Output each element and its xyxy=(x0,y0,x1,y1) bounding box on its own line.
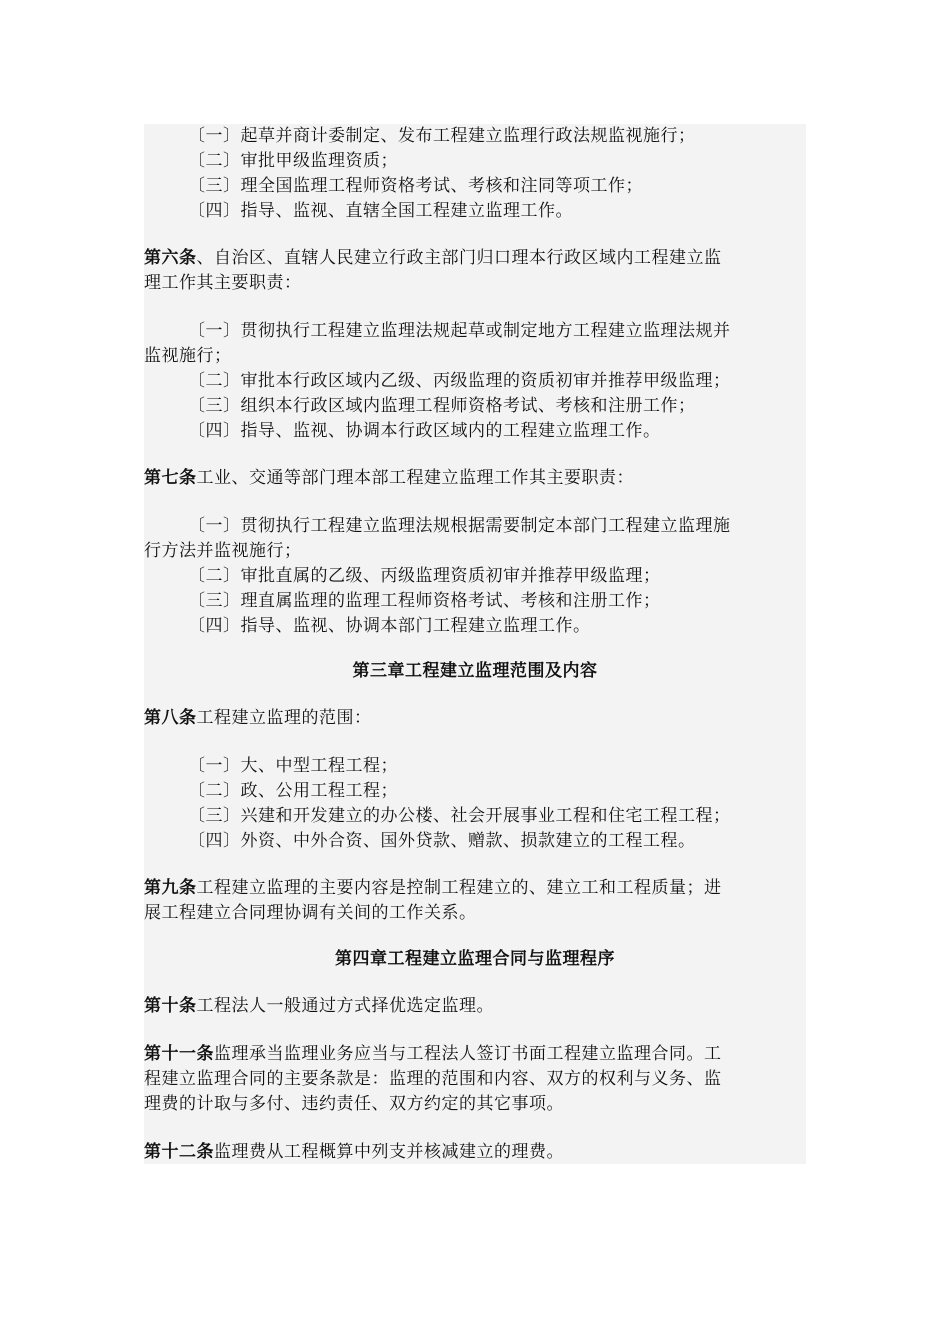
art10-line xyxy=(144,994,494,1019)
art9-line2: 展工程建立合同理协调有关间的工作关系。 xyxy=(144,903,477,923)
document-page xyxy=(144,124,806,1164)
art10-label: 第十条 xyxy=(144,996,197,1016)
art6-line2: 理工作其主要职责： xyxy=(144,273,302,293)
art8-label: 第八条 xyxy=(144,708,197,728)
art5-item-2: 〔二〕审批甲级监理资质； xyxy=(188,151,398,171)
art5-item-3: 〔三〕理全国监理工程师资格考试、考核和注同等项工作； xyxy=(188,176,643,196)
chapter-3-heading: 第三章工程建立监理范围及内容 xyxy=(352,661,598,681)
art12-text: 监理费从工程概算中列支并核减建立的理费。 xyxy=(214,1142,564,1162)
art7-label: 第七条 xyxy=(144,468,197,488)
art7-line xyxy=(144,466,634,491)
chapter-4-heading: 第四章工程建立监理合同与监理程序 xyxy=(335,949,615,969)
art9-line1 xyxy=(144,876,722,901)
art7-item-2: 〔二〕审批直属的乙级、丙级监理资质初审并推荐甲级监理； xyxy=(188,566,661,586)
art6-item-4: 〔四〕指导、监视、协调本行政区域内的工程建立监理工作。 xyxy=(188,421,661,441)
art7-item-1-cont: 行方法并监视施行； xyxy=(144,541,302,561)
art8-line xyxy=(144,706,372,731)
art12-label: 第十二条 xyxy=(144,1142,214,1162)
art8-item-1: 〔一〕大、中型工程工程； xyxy=(188,756,398,776)
art7-item-3: 〔三〕理直属监理的监理工程师资格考试、考核和注册工作； xyxy=(188,591,661,611)
art5-item-1: 〔一〕起草并商计委制定、发布工程建立监理行政法规监视施行； xyxy=(188,126,696,146)
art11-text: 监理承当监理业务应当与工程法人签订书面工程建立监理合同。工 xyxy=(214,1044,722,1064)
art11-label: 第十一条 xyxy=(144,1044,214,1064)
art5-item-4: 〔四〕指导、监视、直辖全国工程建立监理工作。 xyxy=(188,201,573,221)
art9-text: 工程建立监理的主要内容是控制工程建立的、建立工和工程质量；进 xyxy=(196,878,722,898)
art6-item-1-cont: 监视施行； xyxy=(144,346,232,366)
art6-label: 第六条 xyxy=(144,248,197,268)
art9-label: 第九条 xyxy=(144,878,197,898)
art11-line1 xyxy=(144,1042,722,1067)
art7-item-1: 〔一〕贯彻执行工程建立监理法规根据需要制定本部门工程建立监理施 xyxy=(188,516,731,536)
art6-item-1: 〔一〕贯彻执行工程建立监理法规起草或制定地方工程建立监理法规并 xyxy=(188,321,731,341)
art12-line xyxy=(144,1140,564,1165)
art6-item-2: 〔二〕审批本行政区域内乙级、丙级监理的资质初审并推荐甲级监理； xyxy=(188,371,731,391)
art7-text: 工业、交通等部门理本部工程建立监理工作其主要职责： xyxy=(196,468,634,488)
art8-item-4: 〔四〕外资、中外合资、国外贷款、赠款、损款建立的工程工程。 xyxy=(188,831,696,851)
art6-line1 xyxy=(144,246,722,271)
art8-item-2: 〔二〕政、公用工程工程； xyxy=(188,781,398,801)
art8-item-3: 〔三〕兴建和开发建立的办公楼、社会开展事业工程和住宅工程工程； xyxy=(188,806,731,826)
art6-text: 、自治区、直辖人民建立行政主部门归口理本行政区域内工程建立监 xyxy=(196,248,722,268)
art11-line3: 理费的计取与多付、违约责任、双方约定的其它事项。 xyxy=(144,1094,564,1114)
art11-line2: 程建立监理合同的主要条款是：监理的范围和内容、双方的权利与义务、监 xyxy=(144,1069,722,1089)
art8-text: 工程建立监理的范围： xyxy=(196,708,372,728)
art10-text: 工程法人一般通过方式择优选定监理。 xyxy=(196,996,494,1016)
art7-item-4: 〔四〕指导、监视、协调本部门工程建立监理工作。 xyxy=(188,616,591,636)
art6-item-3: 〔三〕组织本行政区域内监理工程师资格考试、考核和注册工作； xyxy=(188,396,696,416)
